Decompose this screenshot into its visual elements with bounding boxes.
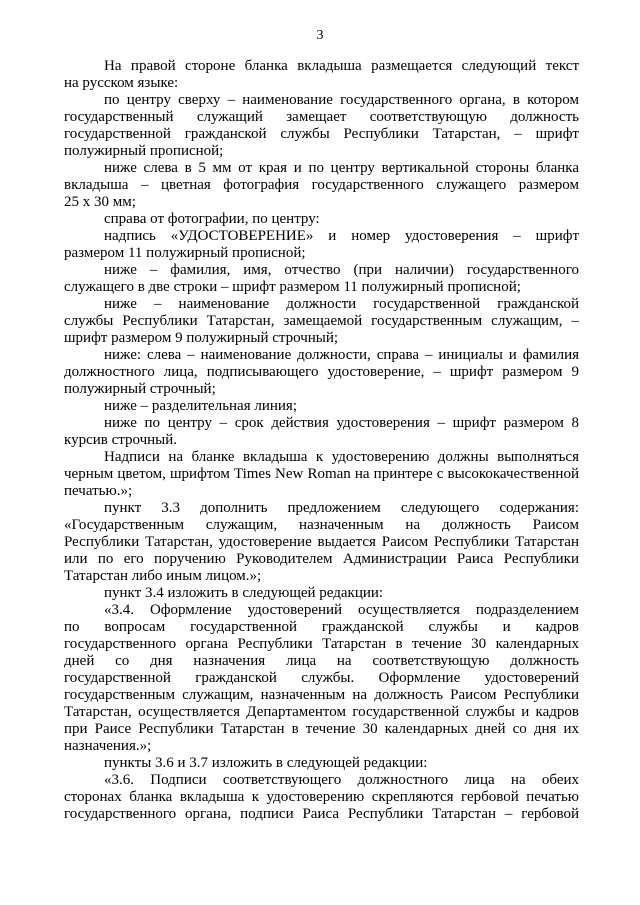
text-line: государственной гражданской службы Республики Татарстан, – шрифт [64,126,579,142]
text-line: служащего в две строки – шрифт размером 11 полужирный прописной; [64,279,521,295]
text-line: «3.6. Подписи соответствующего должностного лица на обеих [104,772,579,788]
text-line: ниже – наименование должности государственной гражданской [104,296,579,312]
text-line: дней со дня назначения лица на соответствующую должность [64,653,579,669]
text-line: На правой стороне бланка вкладыша размещается следующий текст [104,58,579,74]
text-line: ниже слева в 5 мм от края и по центру вертикальной стороны бланка [104,160,579,176]
text-line: черным цветом, шрифтом Times New Roman на принтере с высококачественной [64,466,579,482]
text-line: Надписи на бланке вкладыша к удостоверению должны выполняться [104,449,579,465]
text-line: Татарстан либо иным лицом.»; [64,568,262,584]
text-line: полужирный строчный; [64,381,216,397]
text-line: государственным служащим, назначенным на должность Раисом Республики [64,687,579,703]
text-line: надпись «УДОСТОВЕРЕНИЕ» и номер удостоверения – шрифт [104,228,579,244]
text-line: размером 11 полужирный прописной; [64,245,306,261]
text-line: справа от фотографии, по центру: [104,211,320,227]
text-line: полужирный прописной; [64,143,224,159]
text-line: ниже – разделительная линия; [104,398,298,414]
text-line: должностного лица, подписывающего удостоверение, – шрифт размером 9 [64,364,579,380]
text-line: 25 х 30 мм; [64,194,136,210]
text-line: государственного органа, подписи Раиса Республики Татарстан – гербовой [64,806,579,822]
text-line: шрифт размером 9 полужирный строчный; [64,330,339,346]
text-line: ниже – фамилия, имя, отчество (при наличии) государственного [104,262,579,278]
text-line: Республики Татарстан, удостоверение выдается Раисом Республики Татарстан [64,534,579,550]
text-line: при Раисе Республики Татарстан в течение 30 календарных дней со дня их [64,721,579,737]
text-line: пункт 3.3 дополнить предложением следующего содержания: [104,500,579,516]
text-line: государственной гражданской службы. Оформление удостоверений [64,670,579,686]
text-line: печатью.»; [64,483,133,499]
text-line: или по его поручению Руководителем Администрации Раиса Республики [64,551,579,567]
text-line: службы Республики Татарстан, замещаемой государственным служащим, – [64,313,579,329]
text-line: государственного органа Республики Татарстан в течение 30 календарных [64,636,579,652]
text-line: «Государственным служащим, назначенным на должность Раисом [64,517,579,533]
text-line: по вопросам государственной гражданской службы и кадров [64,619,579,635]
text-line: государственный служащий замещает соответствующую должность [64,109,579,125]
text-line: сторонах бланка вкладыша к удостоверению скрепляются гербовой печатью [64,789,579,805]
text-line: Татарстан, осуществляется Департаментом государственной службы и кадров [64,704,579,720]
text-line: назначения.»; [64,738,152,754]
text-line: на русском языке: [64,75,179,91]
text-line: по центру сверху – наименование государственного органа, в котором [104,92,579,108]
text-line: ниже по центру – срок действия удостоверения – шрифт размером 8 [104,415,579,431]
text-line: ниже: слева – наименование должности, справа – инициалы и фамилия [104,347,579,363]
text-line: вкладыша – цветная фотография государственного служащего размером [64,177,579,193]
text-line: пункт 3.4 изложить в следующей редакции: [104,585,384,601]
text-line: пункты 3.6 и 3.7 изложить в следующей редакции: [104,755,428,771]
text-line: курсив строчный. [64,432,178,448]
page-number: 3 [316,28,324,43]
text-line: «3.4. Оформление удостоверений осуществляется подразделением [104,602,579,618]
document-body [64,58,579,823]
